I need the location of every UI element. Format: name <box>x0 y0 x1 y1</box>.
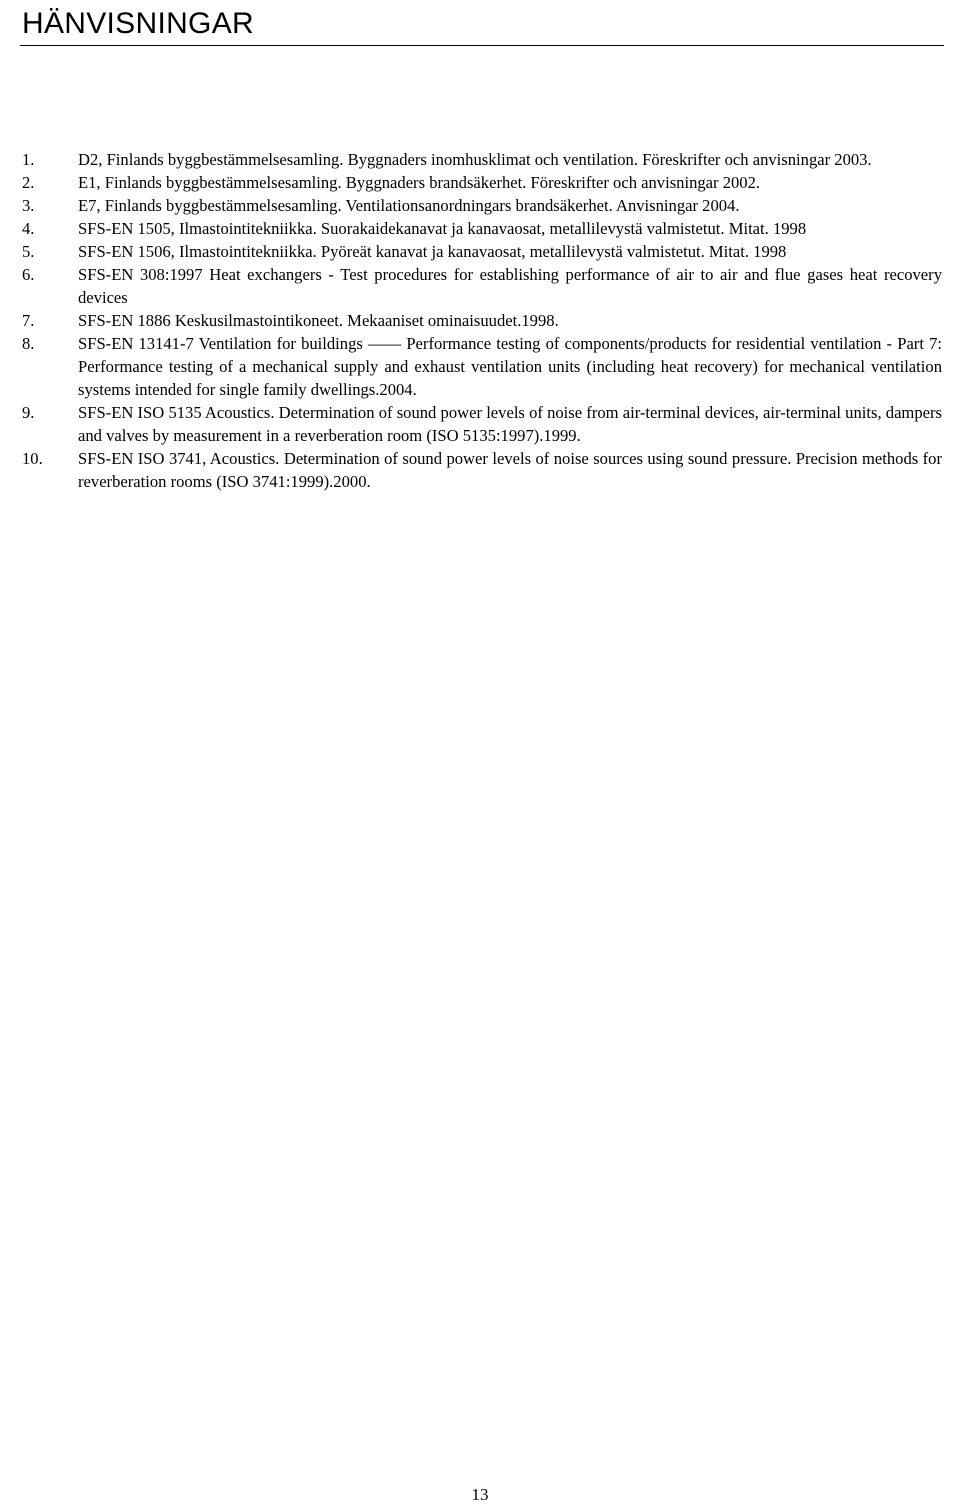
reference-list <box>22 148 942 493</box>
reference-text: SFS-EN 13141-7 Ventilation for buildings —— Performance testing of components/products for residential ventilation - Part 7: Performance testing of a mechanical supply and exhaust ventilation units (including heat recovery) for mechanical ventilation systems intended for single family dwellings.2004. <box>78 334 942 399</box>
reference-number: 4. <box>22 219 35 238</box>
reference-item-5 <box>22 240 942 263</box>
reference-text: SFS-EN ISO 5135 Acoustics. Determination of sound power levels of noise from air-terminal devices, air-terminal units, dampers and valves by measurement in a reverberation room (ISO 5135:1997).1999. <box>78 403 942 445</box>
reference-item-10 <box>22 447 942 493</box>
reference-number: 2. <box>22 173 35 192</box>
reference-number: 7. <box>22 311 35 330</box>
reference-text: E7, Finlands byggbestämmelsesamling. Ventilationsanordningars brandsäkerhet. Anvisningar 2004. <box>78 196 740 215</box>
reference-number: 3. <box>22 196 35 215</box>
reference-text: SFS-EN ISO 3741, Acoustics. Determination of sound power levels of noise sources using sound pressure. Precision methods for reverberation rooms (ISO 3741:1999).2000. <box>78 449 942 491</box>
reference-item-6 <box>22 263 942 309</box>
reference-number: 6. <box>22 265 35 284</box>
reference-item-9 <box>22 401 942 447</box>
reference-item-7 <box>22 309 942 332</box>
reference-text: D2, Finlands byggbestämmelsesamling. Byggnaders inomhusklimat och ventilation. Föreskrifter och anvisningar 2003. <box>78 150 872 169</box>
reference-text: SFS-EN 1505, Ilmastointitekniikka. Suorakaidekanavat ja kanavaosat, metallilevystä valmistetut. Mitat. 1998 <box>78 219 807 238</box>
reference-item-4 <box>22 217 942 240</box>
reference-number: 8. <box>22 334 35 353</box>
reference-number: 10. <box>22 449 43 468</box>
reference-item-8 <box>22 332 942 401</box>
reference-text: SFS-EN 1506, Ilmastointitekniikka. Pyöreät kanavat ja kanavaosat, metallilevystä valmistetut. Mitat. 1998 <box>78 242 787 261</box>
reference-number: 9. <box>22 403 35 422</box>
heading-rule <box>20 45 944 46</box>
reference-number: 5. <box>22 242 35 261</box>
reference-text: E1, Finlands byggbestämmelsesamling. Byggnaders brandsäkerhet. Föreskrifter och anvisningar 2002. <box>78 173 761 192</box>
reference-item-2 <box>22 171 942 194</box>
page-title: HÄNVISNINGAR <box>22 7 254 40</box>
reference-text: SFS-EN 1886 Keskusilmastointikoneet. Mekaaniset ominaisuudet.1998. <box>78 311 559 330</box>
reference-item-3 <box>22 194 942 217</box>
reference-item-1 <box>22 148 942 171</box>
reference-text: SFS-EN 308:1997 Heat exchangers - Test procedures for establishing performance of air to air and flue gases heat recovery devices <box>78 265 942 307</box>
page-number: 13 <box>471 1485 489 1504</box>
reference-number: 1. <box>22 150 35 169</box>
